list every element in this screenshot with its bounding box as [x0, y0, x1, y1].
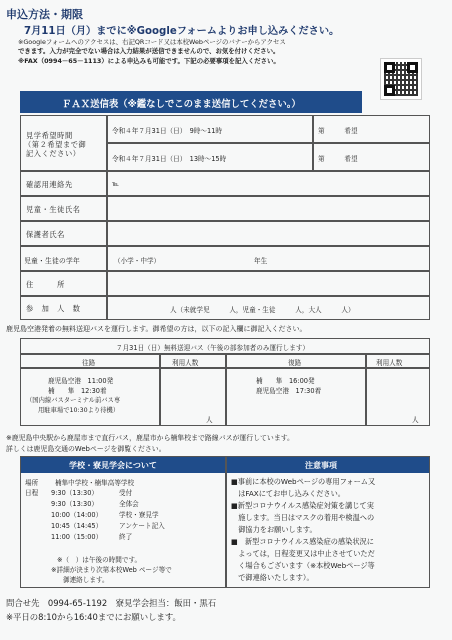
- tel-symbol: ℡: [112, 180, 120, 188]
- grade-school-type: （小学・中学）: [114, 257, 161, 265]
- schedule-note-2: ※詳細が決まり次第本校Web ページ等で: [51, 566, 172, 574]
- route-note-2: 詳しくは鹿児島交通のWebページを御覧ください。: [6, 445, 166, 453]
- note-google-1: ※Googleフォームへのアクセスは、右記QRコード又は本校Webページのバナーからアクセス: [18, 38, 286, 46]
- caution-line: く場合もございます（※本校Webページ等: [231, 561, 375, 570]
- page-title: 申込方法・期限: [6, 8, 83, 21]
- outbound-arrive: 楠 隼 12:30着: [48, 387, 107, 395]
- participants-label: 参 加 人 数: [26, 304, 81, 313]
- choice-pm-field[interactable]: 第 希望: [318, 155, 358, 163]
- caution-section: [226, 456, 430, 588]
- col-outbound: 往路: [82, 359, 96, 367]
- place-value: 楠隼中学校・楠隼高等学校: [55, 479, 135, 487]
- schedule-desc: アンケート記入: [119, 522, 165, 530]
- contact-hours: ※平日の8:10から16:40までにお願いします。: [6, 612, 181, 622]
- contact-field[interactable]: [107, 171, 430, 196]
- visit-time-sub2: 記入ください）: [26, 149, 81, 158]
- slot-pm: 令和４年７月31日（日） 13時～15時: [112, 155, 227, 163]
- date-label: 日程: [25, 489, 39, 497]
- schedule-note-1: ※（ ）は午後の時間です。: [57, 556, 142, 564]
- schedule-time: 10:45（14:45）: [51, 522, 103, 530]
- bus-table: [20, 338, 430, 426]
- note-google-2: できます。入力が完全でない場合は入力結果が送信できませんので、お気を付けください。: [18, 47, 280, 55]
- schedule-time: 11:00（15:00）: [51, 533, 103, 541]
- return-unit: 人: [412, 416, 419, 424]
- note-fax: ※FAX（0994－65－1113）による申込みも可能です。下記の必要事項を記入ください。: [18, 57, 280, 65]
- choice-am-field[interactable]: 第 希望: [318, 127, 358, 135]
- bus-table-title: ７月31日（日）無料送迎バス（午後の部参加者のみ運行します）: [116, 344, 310, 352]
- return-users-field[interactable]: [366, 368, 430, 426]
- outbound-depart: 鹿児島空港 11:00発: [48, 377, 114, 385]
- schedule-title-bar: [21, 457, 225, 473]
- grade-unit: 年生: [254, 257, 268, 265]
- schedule-time: 10:00（14:00）: [51, 511, 103, 519]
- col-return: 復路: [288, 359, 302, 367]
- student-name-field[interactable]: [107, 196, 430, 221]
- route-note-1: ※鹿児島中央駅から鹿屋市まで直行バス，鹿屋市から楠隼校まで路線バスが運行しています。: [6, 434, 294, 442]
- contact-label: 確認用連絡先: [26, 180, 73, 189]
- deadline-text: 7月11日（月）までに※Googleフォームよりお申し込みください。: [24, 26, 340, 37]
- col-outbound-users: 利用人数: [172, 359, 199, 367]
- caution-line: 御協力をお願いします。: [231, 525, 317, 534]
- caution-line: 施します。当日はマスクの着用や検温への: [231, 513, 375, 522]
- caution-title: 注意事項: [305, 461, 337, 470]
- schedule-time: 9:30（13:30）: [51, 489, 98, 497]
- slot-am: 令和４年７月31日（日） 9時～11時: [112, 127, 222, 135]
- outbound-note-2: 用駐車場で10:30より待機）: [38, 407, 120, 414]
- schedule-time: 9:30（13:30）: [51, 500, 98, 508]
- outbound-note-1: （国内線バスターミナル前バス専: [26, 397, 121, 404]
- schedule-desc: 受付: [119, 489, 133, 497]
- guardian-name-field[interactable]: [107, 221, 430, 246]
- return-depart: 楠 隼 16:00発: [256, 377, 315, 385]
- schedule-desc: 学校・寮見学: [119, 511, 159, 519]
- caution-line: ■ 新型コロナウイルス感染症の感染状況に: [231, 537, 374, 546]
- guardian-name-label: 保護者氏名: [26, 230, 65, 239]
- caution-line: ■事前に本校のWebページの専用フォーム又: [231, 477, 376, 486]
- caution-line: よっては，日程変更又は中止させていただ: [231, 549, 375, 558]
- grade-label: 児童・生徒の学年: [24, 257, 80, 265]
- outbound-unit: 人: [206, 416, 213, 424]
- qr-code-icon[interactable]: [380, 58, 422, 100]
- schedule-desc: 全体会: [119, 500, 139, 508]
- contact-info: 問合せ先 0994-65-1192 寮見学会担当：飯田・黒石: [6, 598, 217, 608]
- caution-line: で御連絡いたします）。: [231, 573, 314, 582]
- schedule-desc: 終了: [119, 533, 133, 541]
- fax-title: ＦＡＸ送信表（※鑑なしでこのまま送信してください。）: [62, 99, 301, 110]
- visit-time-sub1: （第２希望まで御: [24, 140, 87, 149]
- schedule-section: [20, 456, 226, 588]
- col-return-users: 利用人数: [376, 359, 403, 367]
- place-label: 場所: [25, 479, 39, 487]
- visit-time-label: 見学希望時間: [26, 131, 73, 140]
- bus-intro: 鹿児島空港発着の無料送迎バスを運行します。御希望の方は，以下の記入欄に御記入ください。: [6, 325, 307, 333]
- participants-breakdown: 人（未就学児 人，児童・生徒 人，大人 人）: [170, 306, 355, 314]
- address-label: 住 所: [26, 280, 65, 289]
- caution-line: ■新型コロナウイルス感染症対策を講じて実: [231, 501, 374, 510]
- address-field[interactable]: [107, 271, 430, 296]
- caution-title-bar: [227, 457, 429, 473]
- outbound-users-field[interactable]: [160, 368, 226, 426]
- caution-line: はFAXにてお申し込みください。: [231, 489, 345, 498]
- fax-form: [20, 115, 430, 320]
- fax-title-bar: [20, 91, 362, 113]
- return-arrive: 鹿児島空港 17:30着: [256, 387, 322, 395]
- schedule-title: 学校・寮見学会について: [69, 461, 157, 470]
- schedule-note-3: 御連絡します。: [63, 576, 109, 584]
- student-name-label: 児童・生徒氏名: [26, 205, 81, 214]
